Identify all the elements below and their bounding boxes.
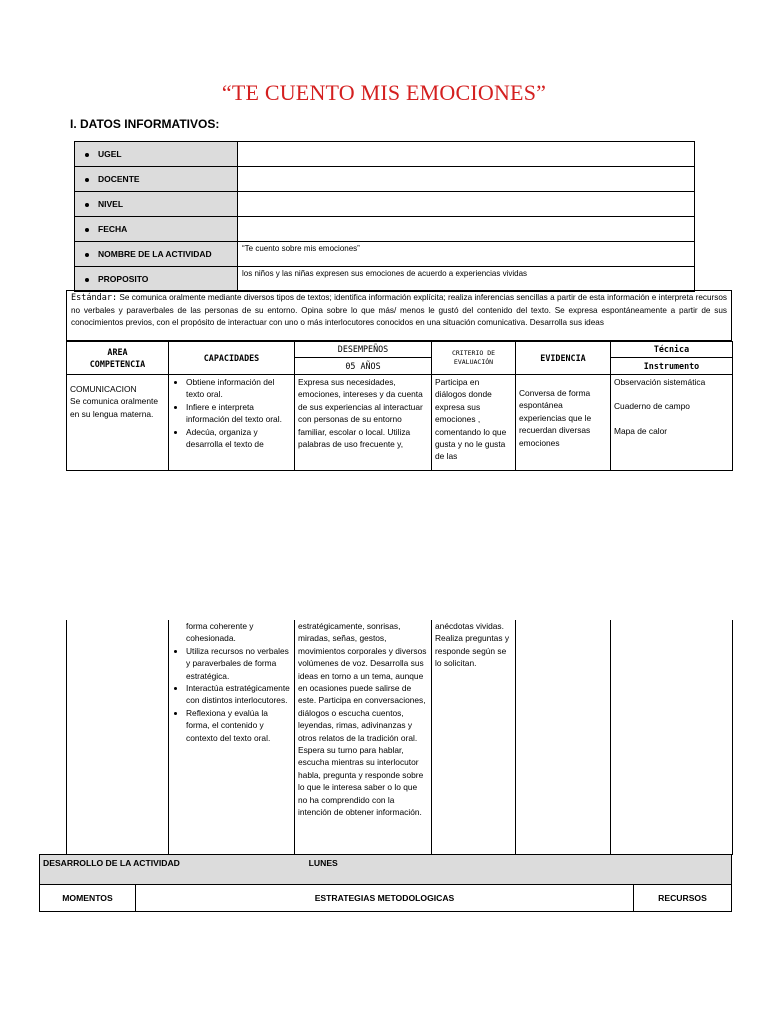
bullet-icon [85, 253, 89, 257]
datos-value: los niños y las niñas expresen sus emociones de acuerdo a experiencias vividas [238, 267, 695, 292]
datos-table [74, 141, 695, 292]
header-criterio: CRITERIO DE EVALUACIÓN [432, 342, 516, 375]
estandar-text: Se comunica oralmente mediante diversos tipos de textos; identifica información explícita; realiza inferencias sencillas a partir de esta información e interpreta recursos no verbales y paraverbales de las personas de su entorno. Opina sobre lo que más/ menos le gustó del contenido del texto. Se expresa espontáneamente a partir de sus conocimientos previos, con el propósito de interactuar con uno o más interlocutores conocidos en una situación comunicativa. Desarrolla sus ideas [71, 293, 727, 328]
competencias-table [66, 341, 733, 471]
criterio-text: Participa en diálogos donde expresa sus emociones , comentando lo que gusta y no le gusta de las [432, 375, 516, 471]
estandar-box [66, 290, 732, 341]
datos-row [75, 167, 695, 192]
datos-value [238, 217, 695, 242]
list-item: • Utiliza recursos no verbales y paraverbales de forma estratégica. [186, 645, 291, 682]
datos-label: UGEL [98, 149, 122, 159]
evidencia-text: Conversa de forma espontánea experiencias que le recuerdan diversas emociones [516, 375, 611, 471]
header-instrumento: Instrumento [611, 358, 733, 375]
bullet-icon [85, 203, 89, 207]
bullet-icon [85, 228, 89, 232]
list-item: • Adecúa, organiza y desarrolla el texto de [186, 426, 291, 451]
header-capacidades: CAPACIDADES [169, 342, 295, 375]
header-evidencia: EVIDENCIA [516, 342, 611, 375]
list-item: • Obtiene información del texto oral. [186, 376, 291, 401]
datos-label: NOMBRE DE LA ACTIVIDAD [98, 249, 212, 259]
bullet-icon [85, 153, 89, 157]
datos-value [238, 167, 695, 192]
datos-row [75, 192, 695, 217]
datos-label: DOCENTE [98, 174, 140, 184]
list-item: • Interactúa estratégicamente con distintos interlocutores. [186, 682, 291, 707]
col-momentos: MOMENTOS [40, 885, 136, 912]
header-desempenos: DESEMPEÑOS [295, 342, 432, 358]
list-item: • Infiere e interpreta información del texto oral. [186, 401, 291, 426]
document-title: “TE CUENTO MIS EMOCIONES” [221, 80, 547, 105]
datos-label: NIVEL [98, 199, 124, 209]
datos-label: FECHA [98, 224, 128, 234]
capacidades-continued: forma coherente y cohesionada. [186, 621, 254, 644]
datos-row [75, 267, 695, 292]
bullet-icon [85, 278, 89, 282]
datos-row [75, 242, 695, 267]
bullet-icon [85, 178, 89, 182]
desarrollo-table [39, 854, 732, 912]
col-recursos: RECURSOS [634, 885, 732, 912]
header-area: AREA [107, 346, 128, 357]
area-text: Se comunica oralmente en su lengua materna. [70, 396, 158, 419]
header-edad: 05 AÑOS [295, 358, 432, 375]
section-heading: I. DATOS INFORMATIVOS: [70, 117, 220, 131]
capacidades-list [172, 376, 291, 450]
instrumento-cuaderno: Cuaderno de campo [614, 401, 690, 412]
datos-row [75, 217, 695, 242]
header-competencia: COMPETENCIA [89, 359, 146, 369]
datos-row [75, 142, 695, 167]
instrumento-mapa: Mapa de calor [614, 425, 668, 436]
tecnica-observacion: Observación sistemática [614, 377, 706, 387]
list-item: • Reflexiona y evalúa la forma, el contenido y contexto del texto oral. [186, 707, 291, 744]
datos-value [238, 142, 695, 167]
desempenos-text-continued: estratégicamente, sonrisas, miradas, señas, gestos, movimientos corporales y diversos volúmenes de voz. Desarrolla sus ideas en torno a un tema, aunque en ocasiones puede salirse de este. Participa en conversaciones, diálogos o escucha cuentos, leyendas, rimas, adivinanzas y otros relatos de la tradición oral. Espera su turno para hablar, escucha mientras su interlocutor habla, pregunta y responde sobre lo que le interesa saber o lo que no ha comprendido con la intención de obtener información. [295, 620, 432, 854]
datos-value [238, 192, 695, 217]
criterio-text-continued: anécdotas vividas. Realiza preguntas y responde según se lo solicitan. [432, 620, 516, 854]
competencias-table-continued [66, 620, 733, 855]
estandar-lead: Estándar: [71, 293, 118, 303]
capacidades-list [172, 645, 291, 744]
desarrollo-day: LUNES [308, 858, 338, 868]
desarrollo-label: DESARROLLO DE LA ACTIVIDAD [43, 858, 180, 868]
desempenos-text: Expresa sus necesidades, emociones, intereses y da cuenta de sus experiencias al interactuar con personas de su entorno familiar, escolar o local. Utiliza palabras de uso frecuente y, [295, 375, 432, 471]
datos-label: PROPOSITO [98, 274, 149, 284]
col-estrategias: ESTRATEGIAS METODOLOGICAS [136, 885, 634, 912]
header-tecnica: Técnica [611, 342, 733, 358]
datos-value: “Te cuento sobre mis emociones” [238, 242, 695, 267]
area-title: COMUNICACION [70, 384, 137, 394]
